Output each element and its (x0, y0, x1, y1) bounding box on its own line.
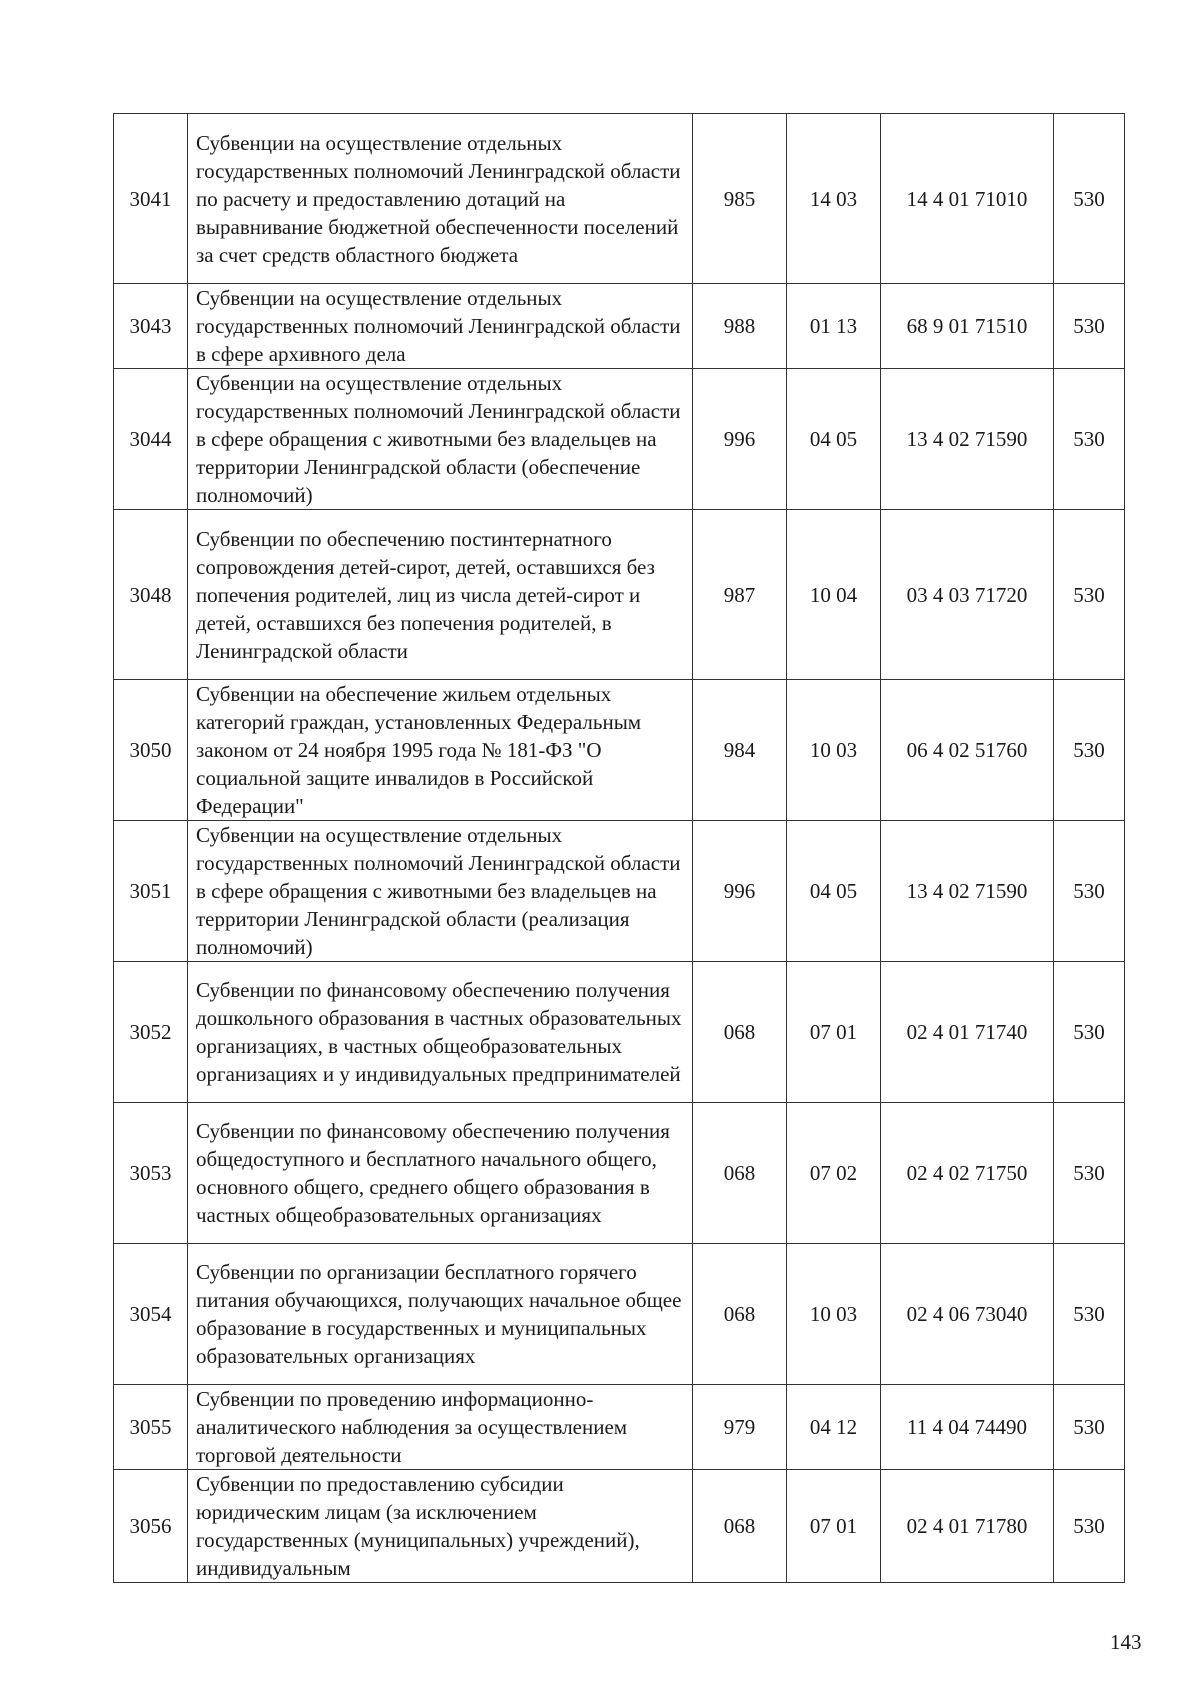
row-section: 07 01 (787, 962, 881, 1103)
row-description: Субвенции по организации бесплатного горячего питания обучающихся, получающих начальное общее образование в государственных и муниципальных образовательных организациях (188, 1244, 693, 1385)
table-row (114, 1385, 1125, 1470)
row-code: 3044 (114, 369, 188, 510)
row-description: Субвенции по предоставлению субсидии юридическим лицам (за исключением государственных (муниципальных) учреждений), индивидуальным (188, 1470, 693, 1583)
row-target: 14 4 01 71010 (881, 114, 1054, 284)
row-type: 530 (1054, 1385, 1125, 1470)
row-grbs: 068 (693, 1470, 787, 1583)
row-grbs: 068 (693, 962, 787, 1103)
row-type: 530 (1054, 510, 1125, 680)
row-description: Субвенции по финансовому обеспечению получения дошкольного образования в частных образовательных организациях, в частных общеобразовательных организациях и у индивидуальных предпринимателей (188, 962, 693, 1103)
row-section: 04 05 (787, 821, 881, 962)
row-type: 530 (1054, 284, 1125, 369)
row-description: Субвенции на осуществление отдельных государственных полномочий Ленинградской области в сфере обращения с животными без владельцев на территории Ленинградской области (реализация полномочий) (188, 821, 693, 962)
row-type: 530 (1054, 369, 1125, 510)
row-description: Субвенции на осуществление отдельных государственных полномочий Ленинградской области по расчету и предоставлению дотаций на выравнивание бюджетной обеспеченности поселений за счет средств областного бюджета (188, 114, 693, 284)
row-grbs: 996 (693, 821, 787, 962)
row-code: 3055 (114, 1385, 188, 1470)
row-grbs: 996 (693, 369, 787, 510)
row-grbs: 979 (693, 1385, 787, 1470)
row-section: 10 03 (787, 1244, 881, 1385)
row-code: 3043 (114, 284, 188, 369)
row-code: 3051 (114, 821, 188, 962)
table-row (114, 114, 1125, 284)
row-section: 10 04 (787, 510, 881, 680)
row-description: Субвенции на осуществление отдельных государственных полномочий Ленинградской области в сфере обращения с животными без владельцев на территории Ленинградской области (обеспечение полномочий) (188, 369, 693, 510)
row-type: 530 (1054, 1244, 1125, 1385)
row-grbs: 068 (693, 1103, 787, 1244)
page-number: 143 (1110, 1630, 1142, 1654)
row-section: 10 03 (787, 680, 881, 821)
table-row (114, 1103, 1125, 1244)
table-row (114, 962, 1125, 1103)
row-section: 07 02 (787, 1103, 881, 1244)
row-target: 68 9 01 71510 (881, 284, 1054, 369)
row-type: 530 (1054, 114, 1125, 284)
row-target: 13 4 02 71590 (881, 821, 1054, 962)
row-code: 3053 (114, 1103, 188, 1244)
budget-table (113, 113, 1125, 1583)
row-grbs: 068 (693, 1244, 787, 1385)
row-target: 11 4 04 74490 (881, 1385, 1054, 1470)
row-description: Субвенции по финансовому обеспечению получения общедоступного и бесплатного начального общего, основного общего, среднего общего образования в частных общеобразовательных организациях (188, 1103, 693, 1244)
row-type: 530 (1054, 1470, 1125, 1583)
row-description: Субвенции на осуществление отдельных государственных полномочий Ленинградской области в сфере архивного дела (188, 284, 693, 369)
table-row (114, 821, 1125, 962)
row-section: 04 12 (787, 1385, 881, 1470)
row-target: 02 4 06 73040 (881, 1244, 1054, 1385)
row-description: Субвенции по обеспечению постинтернатного сопровождения детей-сирот, детей, оставшихся без попечения родителей, лиц из числа детей-сирот и детей, оставшихся без попечения родителей, в Ленинградской области (188, 510, 693, 680)
row-type: 530 (1054, 1103, 1125, 1244)
table-body (114, 114, 1125, 1583)
row-section: 07 01 (787, 1470, 881, 1583)
row-code: 3054 (114, 1244, 188, 1385)
row-type: 530 (1054, 962, 1125, 1103)
row-target: 02 4 01 71780 (881, 1470, 1054, 1583)
row-type: 530 (1054, 821, 1125, 962)
row-target: 02 4 01 71740 (881, 962, 1054, 1103)
row-grbs: 984 (693, 680, 787, 821)
row-target: 03 4 03 71720 (881, 510, 1054, 680)
row-target: 06 4 02 51760 (881, 680, 1054, 821)
table-row (114, 680, 1125, 821)
row-grbs: 988 (693, 284, 787, 369)
row-section: 04 05 (787, 369, 881, 510)
row-section: 01 13 (787, 284, 881, 369)
row-code: 3056 (114, 1470, 188, 1583)
row-code: 3041 (114, 114, 188, 284)
row-target: 13 4 02 71590 (881, 369, 1054, 510)
row-section: 14 03 (787, 114, 881, 284)
row-grbs: 987 (693, 510, 787, 680)
table-row (114, 1244, 1125, 1385)
table-row (114, 284, 1125, 369)
row-description: Субвенции по проведению информационно-аналитического наблюдения за осуществлением торговой деятельности (188, 1385, 693, 1470)
row-description: Субвенции на обеспечение жильем отдельных категорий граждан, установленных Федеральным законом от 24 ноября 1995 года № 181-ФЗ "О социальной защите инвалидов в Российской Федерации" (188, 680, 693, 821)
row-code: 3050 (114, 680, 188, 821)
row-type: 530 (1054, 680, 1125, 821)
row-grbs: 985 (693, 114, 787, 284)
row-code: 3052 (114, 962, 188, 1103)
row-code: 3048 (114, 510, 188, 680)
row-target: 02 4 02 71750 (881, 1103, 1054, 1244)
table-row (114, 369, 1125, 510)
table-row (114, 510, 1125, 680)
table-row (114, 1470, 1125, 1583)
